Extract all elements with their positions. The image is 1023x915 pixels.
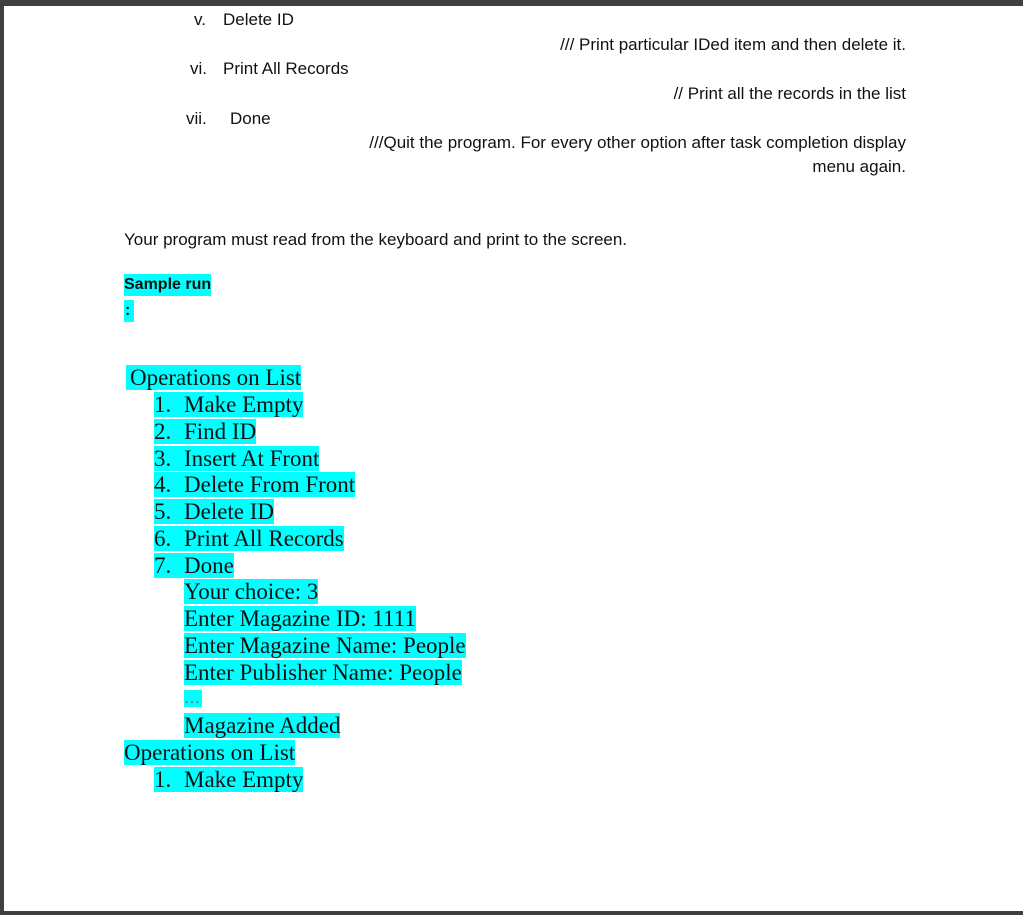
option-vi-number: vi. <box>190 59 207 78</box>
sample-menu-item: 5. Delete ID <box>154 499 275 524</box>
option-vii-comment-line2: menu again. <box>812 157 906 176</box>
sample-run-colon: : <box>124 300 134 322</box>
sample-menu-title-repeat: Operations on List <box>124 740 296 765</box>
viewer-bottom-border <box>0 911 1023 915</box>
sample-menu-item: 7. Done <box>154 553 234 578</box>
option-vii-comment-line1: ///Quit the program. For every other option after task completion display <box>369 133 906 152</box>
sample-menu-item: 2. Find ID <box>154 419 257 444</box>
sample-ellipsis: … <box>184 690 200 707</box>
document-page <box>4 6 1023 911</box>
option-vi-comment: // Print all the records in the list <box>673 84 906 103</box>
sample-menu-item: 1. Make Empty <box>154 392 304 417</box>
option-vi-label: Print All Records <box>223 59 349 78</box>
sample-menu-item: 6. Print All Records <box>154 526 344 551</box>
sample-io-line: Enter Magazine Name: People <box>184 633 466 658</box>
sample-io-line: Enter Magazine ID: 1111 <box>184 606 416 631</box>
sample-menu-item: 4. Delete From Front <box>154 472 356 497</box>
instruction-text: Your program must read from the keyboard and print to the screen. <box>124 230 628 249</box>
sample-io-line: Enter Publisher Name: People <box>184 660 462 685</box>
option-v-label: Delete ID <box>223 10 294 29</box>
sample-menu-title: Operations on List <box>126 365 301 391</box>
option-vii-number: vii. <box>186 109 207 128</box>
sample-menu-item-repeat: 1. Make Empty <box>154 767 304 792</box>
option-vii-label: Done <box>230 109 271 128</box>
option-v-comment: /// Print particular IDed item and then delete it. <box>560 35 906 54</box>
sample-io-line: Magazine Added <box>184 713 341 738</box>
sample-menu-item: 3. Insert At Front <box>154 446 320 471</box>
sample-io-line: Your choice: 3 <box>184 579 319 604</box>
option-v-number: v. <box>194 10 206 29</box>
sample-run-heading: Sample run <box>124 274 211 296</box>
